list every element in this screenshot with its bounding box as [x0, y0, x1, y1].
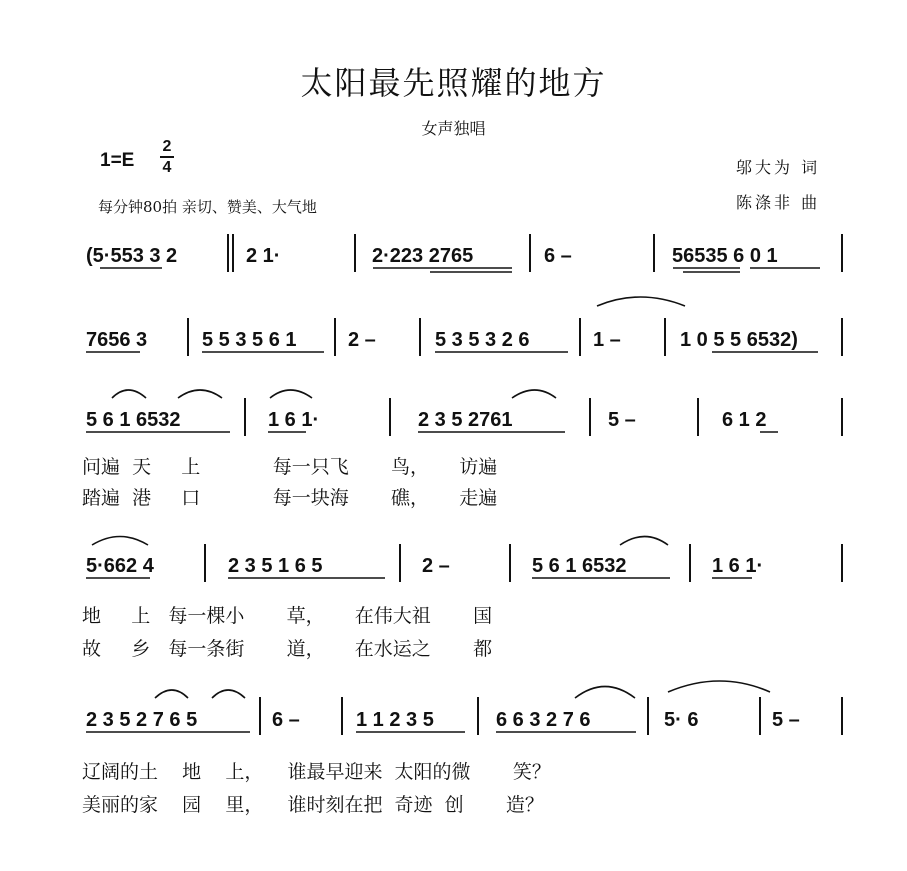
measure: (5·553 3 2 — [86, 245, 178, 267]
lyric-line: 问遍 天 上 每一只飞 鸟， 访遍 — [82, 456, 498, 478]
measure: 5· 6 — [664, 709, 699, 731]
measure: 5 – — [608, 409, 636, 431]
music-line-2 — [86, 297, 842, 356]
music-line-5 — [86, 681, 842, 735]
lyric-line: 美丽的家 园 里， 谁时刻在把 奇迹 创 造？ — [82, 794, 544, 816]
music-line-4 — [86, 537, 842, 583]
measure: 5·662 4 — [86, 555, 154, 577]
measure: 5 6 1 6532 — [532, 555, 627, 577]
measure: 2 3 5 2761 — [418, 409, 513, 431]
measure: 5 3 5 3 2 6 — [435, 329, 530, 351]
measure: 2 3 5 1 6 5 — [228, 555, 323, 577]
measure: 2 3 5 2 7 6 5 — [86, 709, 198, 731]
lyric-line: 辽阔的土 地 上， 谁最早迎来 太阳的微 笑？ — [82, 761, 551, 783]
measure: 56535 6 0 1 — [672, 245, 778, 267]
measure: 6 – — [272, 709, 300, 731]
measure: 1 6 1· — [712, 555, 764, 577]
music-line-1 — [86, 234, 842, 272]
slur-arcs — [92, 537, 668, 546]
time-signature-top: 2 — [162, 138, 172, 155]
lyric-line: 踏遍 港 口 每一块海 礁， 走遍 — [82, 487, 498, 509]
measure: 1 6 1· — [268, 409, 320, 431]
measure: 2 – — [422, 555, 450, 577]
song-subtitle: 女声独唱 — [421, 119, 486, 138]
slur-arcs — [155, 681, 770, 698]
lyric-line: 地 上 每一棵小 草， 在伟大祖 国 — [82, 605, 493, 627]
song-title: 太阳最先照耀的地方 — [300, 64, 607, 102]
measure: 6 6 3 2 7 6 — [496, 709, 591, 731]
measure: 1 – — [593, 329, 621, 351]
composer-credit: 陈涤非 曲 — [736, 193, 821, 212]
slur-arcs — [112, 390, 556, 398]
time-signature-bottom: 4 — [162, 159, 172, 176]
measure: 5 5 3 5 6 1 — [202, 329, 297, 351]
lyricist-credit: 邬大为 词 — [736, 158, 821, 177]
measure: 6 – — [544, 245, 572, 267]
beams — [100, 268, 820, 272]
tempo-marking: 每分钟80拍 亲切、赞美、大气地 — [98, 198, 317, 216]
measure: 1 1 2 3 5 — [356, 709, 434, 731]
music-line-3 — [86, 390, 842, 436]
measure: 2 1· — [246, 245, 281, 267]
measure: 2·223 2765 — [372, 245, 474, 267]
measure: 7656 3 — [86, 329, 148, 351]
measure: 6 1 2 — [722, 409, 767, 431]
measure: 2 – — [348, 329, 376, 351]
measure: 5 – — [772, 709, 800, 731]
lyric-line: 故 乡 每一条街 道， 在水运之 都 — [82, 638, 493, 660]
measure: 1 0 5 5 6532) — [680, 329, 798, 351]
tie-arc — [597, 297, 685, 306]
measure: 5 6 1 6532 — [86, 409, 181, 431]
key-signature: 1=E — [100, 150, 135, 171]
